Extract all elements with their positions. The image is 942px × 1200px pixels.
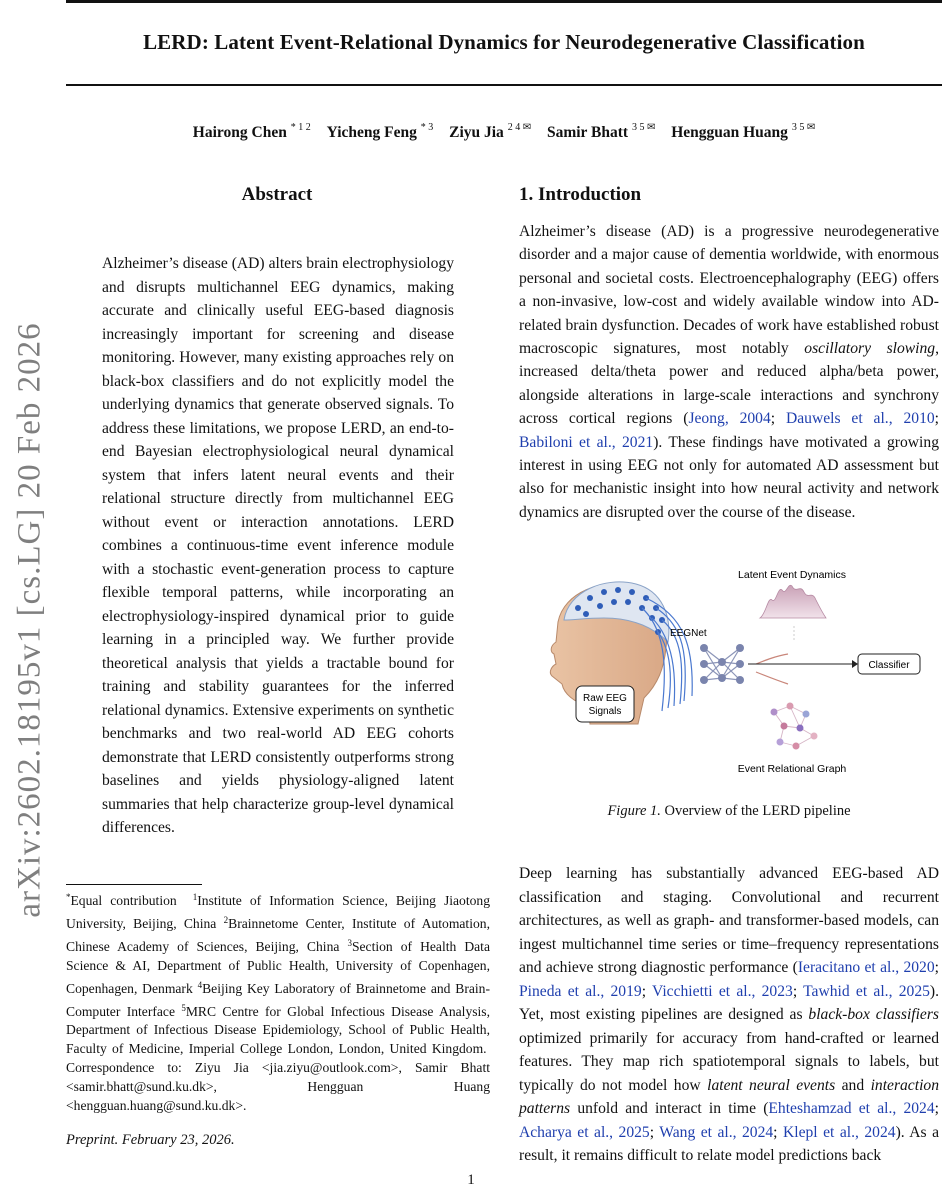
- preprint-note: Preprint. February 23, 2026.: [66, 1132, 235, 1148]
- latent-dynamics-waveform: [760, 585, 826, 618]
- figure-1-pipeline: [534, 556, 934, 790]
- author: Samir Bhatt $^{3 5 ✉}$: [546, 122, 656, 141]
- svg-text:Signals: Signals: [588, 706, 622, 717]
- author: Yicheng Feng $^{* 3}$: [326, 122, 434, 141]
- arxiv-sidebar: [0, 0, 60, 1200]
- relational-graph-label: Event Relational Graph: [737, 763, 847, 775]
- arrowhead-icon: [852, 660, 858, 668]
- citation-link[interactable]: Babiloni et al., 2021: [519, 433, 654, 451]
- eegnet-label: EEGNet: [670, 628, 707, 639]
- author: Ziyu Jia $^{2 4 ✉}$: [449, 122, 532, 141]
- author: Hengguan Huang $^{3 5 ✉}$: [671, 122, 816, 141]
- title-rule-bottom: [66, 84, 942, 86]
- citation-link[interactable]: Vicchietti et al., 2023: [652, 982, 793, 1000]
- intro-paragraph-2: Deep learning has substantially advanced EEG-based AD classification and staging. Convolutional and recurrent architectures, as well as graph- and transformer-based models, can ingest multichannel time series or time–frequency representations and achieve strong diagnostic performance (Ieracitano et al., 2020; Pineda et al., 2019; Vicchietti et al., 2023; Tawhid et al., 2025). Yet, most existing pipelines are designed as black-box classifiers optimized primarily for accuracy from hand-crafted or learned features. They map rich spatiotemporal signals to labels, but typically do not model how latent neural events and interaction patterns unfold and interact in time (Ehteshamzad et al., 2024; Acharya et al., 2025; Wang et al., 2024; Klepl et al., 2024). As a result, it remains difficult to relate model predictions back: [519, 865, 940, 1164]
- graph-to-eegnet-arrow: [756, 672, 788, 684]
- raw-eeg-box: [576, 686, 634, 722]
- page-number: 1: [467, 1172, 475, 1188]
- abstract-heading: Abstract: [241, 184, 313, 205]
- author-list: [66, 122, 942, 142]
- intro-paragraph-1: Alzheimer’s disease (AD) is a progressive neurodegenerative disorder and a major cause of dementia worldwide, with enormous personal and societal costs. Electroencephalography (EEG) offers a non-invasive, low-cost and widely available window into AD-related brain dysfunction. Decades of work have established robust macroscopic signatures, most notably oscillatory slowing, increased delta/theta power and reduced alpha/beta power, alongside alterations in large-scale interactions and synchrony across cortical regions (Jeong, 2004; Dauwels et al., 2010; Babiloni et al., 2021). These findings have motivated a growing interest in using EEG not only for automated AD assessment but also for mechanistic insight into how neural activity and network dynamics are disrupted over the course of the disease.: [519, 223, 940, 521]
- citation-link[interactable]: Tawhid et al., 2025: [803, 982, 930, 1000]
- svg-text:Raw EEG: Raw EEG: [583, 693, 627, 704]
- footnote-rule: [66, 884, 202, 885]
- citation-link[interactable]: Wang et al., 2024: [659, 1123, 774, 1141]
- citation-link[interactable]: Ehteshamzad et al., 2024: [768, 1100, 935, 1117]
- citation-link[interactable]: Dauwels et al., 2010: [786, 410, 935, 428]
- svg-text:Classifier: Classifier: [868, 660, 910, 671]
- figure-caption: Figure 1. Overview of the LERD pipeline: [607, 803, 851, 819]
- latent-to-eegnet-arrow: [756, 654, 788, 664]
- title-rule-top: [66, 0, 942, 3]
- citation-link[interactable]: Klepl et al., 2024: [782, 1123, 896, 1141]
- abstract-text: Alzheimer’s disease (AD) alters brain electrophysiology and disrupts multichannel EEG dynamics, making accurate and clinically useful EEG-based diagnosis increasingly important for screening and disease monitoring. However, many existing approaches rely on black-box classifiers and do not explicitly model the underlying dynamics that generate observed signals. To address these limitations, we propose LERD, an end-to-end Bayesian electrophysiological neural dynamical system that infers latent neural events and their relational structure directly from multichannel EEG without event or interaction annotations. LERD combines a continuous-time event inference module with a stochastic event-generation process to capture flexible temporal patterns, while incorporating an electrophysiology-inspired dynamical prior to guide learning in a principled way. We further provide theoretical analysis that yields a tractable bound for training and stability guarantees for the inferred relational dynamics. Extensive experiments on synthetic benchmarks and two real-world AD EEG cohorts demonstrate that LERD consistently outperforms strong baselines and yields physiology-aligned latent summaries that help characterize group-level dynamical differences.: [102, 255, 454, 836]
- classifier-box: [858, 654, 920, 674]
- affiliations-footnote: *Equal contribution $^1$Institute of Information Science, Beijing Jiaotong University, Beijing, China $^2$Brainnetome Center, Institute of Automation, Chinese Academy of Sciences, Beijing, China $^3$Section of Health Data Science & AI, Department of Public Health, University of Copenhagen, Copenhagen, Denmark $^4$Beijing Key Laboratory of Brainnetome and Brain-Computer Interface $^5$MRC Centre for Global Infectious Disease Analysis, Department of Infectious Disease Epidemiology, School of Public Health, Faculty of Medicine, Imperial College London, London, United Kingdom. Correspondence to: Ziyu Jia <jia.ziyu@outlook.com>, Samir Bhatt <samir.bhatt@sund.ku.dk>, Hengguan Huang <hengguan.huang@sund.ku.dk>.: [66, 892, 491, 1114]
- latent-dynamics-label: Latent Event Dynamics: [738, 569, 846, 581]
- citation-link[interactable]: Acharya et al., 2025: [519, 1123, 650, 1141]
- event-relational-graph-icon: [771, 703, 818, 750]
- citation-link[interactable]: Pineda et al., 2019: [519, 982, 642, 1000]
- author: Hairong Chen $^{* 1 2}$: [192, 122, 311, 141]
- introduction-heading: 1. Introduction: [519, 184, 642, 205]
- arxiv-identifier: arXiv:2602.18195v1 [cs.LG] 20 Feb 2026: [11, 322, 48, 918]
- citation-link[interactable]: Jeong, 2004: [688, 410, 771, 428]
- citation-link[interactable]: Ieracitano et al., 2020: [797, 959, 935, 976]
- paper-title: LERD: Latent Event-Relational Dynamics for Neurodegenerative Classification: [143, 30, 865, 54]
- eegnet-network-icon: [700, 644, 744, 684]
